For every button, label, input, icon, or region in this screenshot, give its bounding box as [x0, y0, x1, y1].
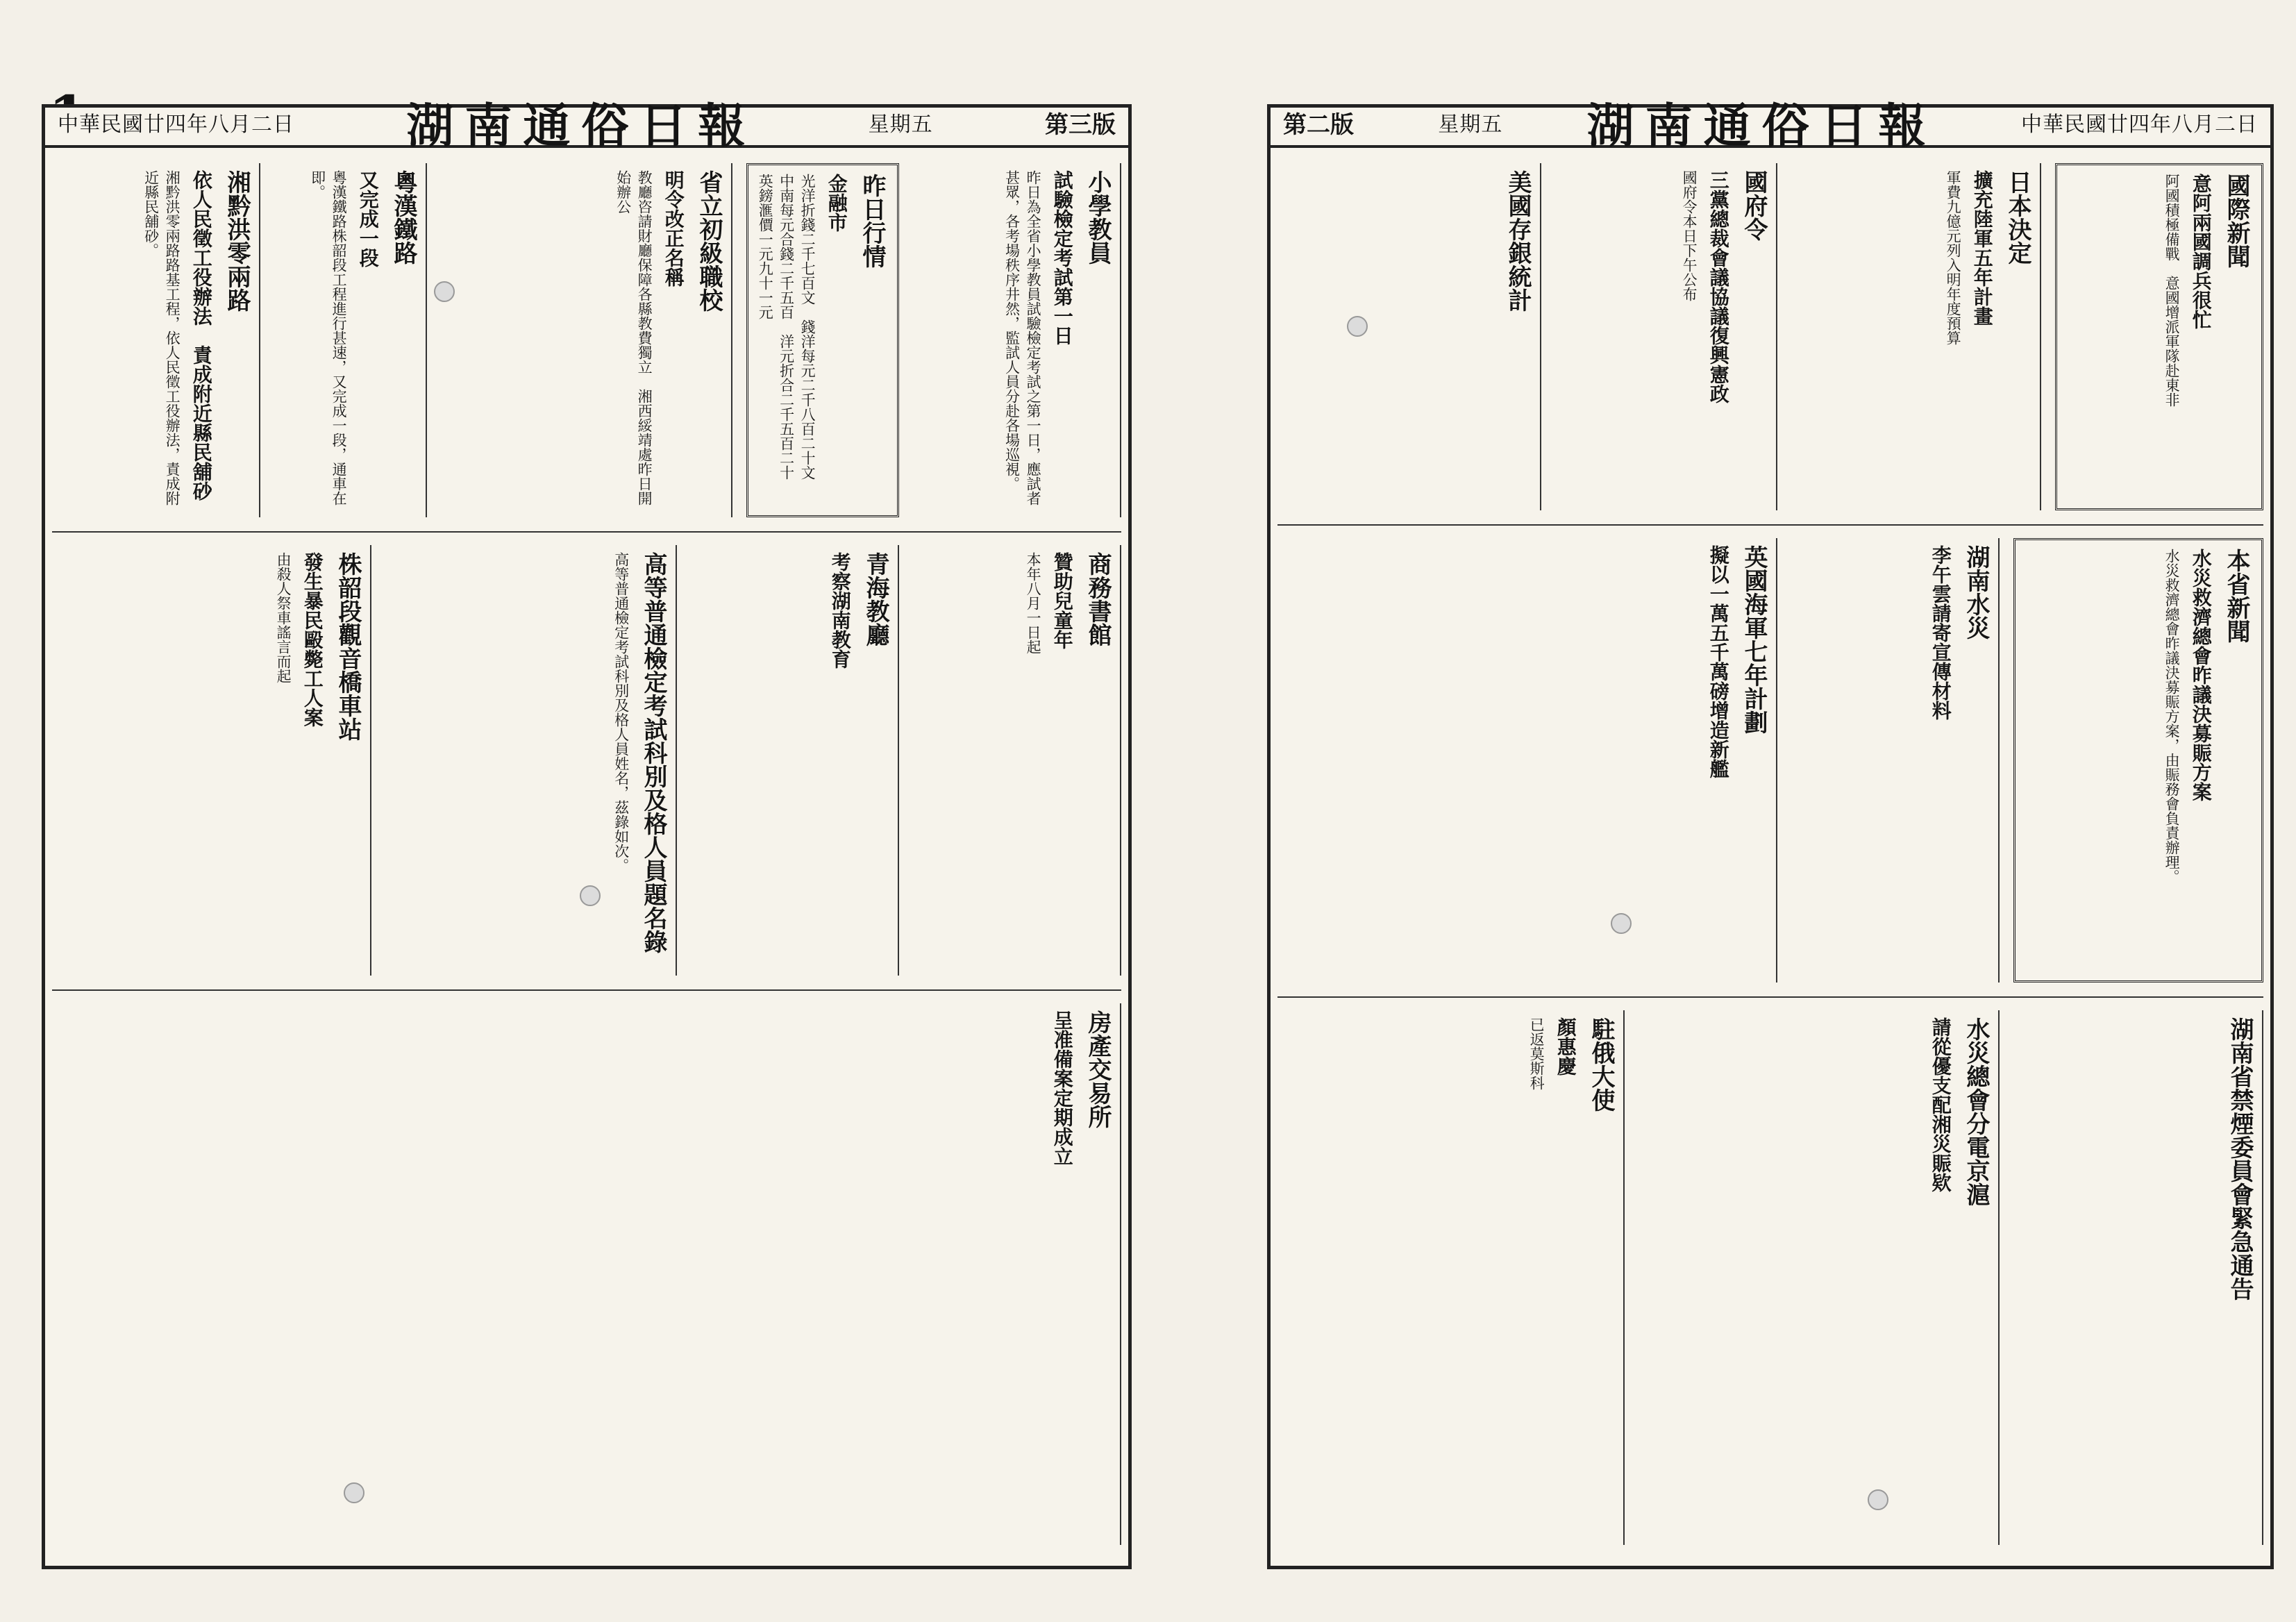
article-subtitle: 意阿兩國調兵很忙 [2189, 174, 2213, 329]
article-subtitle: 李午雲請寄宣傳材料 [1929, 545, 1952, 720]
right-page-weekday: 星期五 [1438, 112, 1503, 137]
left-page-masthead: 湖南通俗日報 [406, 98, 757, 154]
article-6 [1277, 538, 1777, 983]
left-page-date: 中華民國廿四年八月二日 [58, 112, 294, 137]
article-title: 粵漢鐵路 [389, 170, 417, 265]
article-1 [746, 163, 899, 517]
article-2 [1555, 163, 1777, 510]
article-5 [913, 545, 1121, 976]
right-page-edition: 第二版 [1283, 110, 1354, 139]
article-subtitle: 三黨總裁會議協議復興憲政 [1707, 170, 1730, 403]
right-page-date: 中華民國廿四年八月二日 [2021, 112, 2258, 137]
article-title: 本省新聞 [2222, 549, 2250, 643]
section-divider [52, 531, 1121, 533]
article-title: 國際新聞 [2222, 174, 2250, 268]
article-subtitle: 擬以一萬五千萬磅增造新艦 [1707, 545, 1730, 778]
article-body: 本年八月一日起 [1025, 552, 1042, 654]
article-subtitle: 請從優支配湘災賑欵 [1929, 1017, 1952, 1192]
article-subtitle: 發生暴民毆斃工人案 [301, 552, 324, 727]
left-page [42, 98, 1132, 1569]
pin-hole [1868, 1489, 1888, 1510]
article-6 [691, 545, 899, 976]
article-subtitle: 擴充陸軍五年計畫 [1970, 170, 1994, 326]
right-page-masthead: 湖南通俗日報 [1586, 98, 1937, 154]
article-3 [274, 163, 427, 517]
article-9 [52, 1003, 1121, 1545]
article-body: 國府令本日下午公布 [1681, 170, 1698, 301]
left-page-edition: 第三版 [1045, 110, 1116, 139]
article-5 [1791, 538, 2000, 983]
article-8 [1639, 1010, 2000, 1545]
article-title: 高等普通檢定考試科別及格人員題名錄 [639, 552, 667, 953]
article-body: 軍費九億元列入明年度預算 [1945, 170, 1962, 345]
right-page-header [1271, 98, 2270, 154]
article-body: 昨日為全省小學教員試驗檢定考試之第一日，應試者甚眾，各考場秩序井然，監試人員分赴各場巡視。 [1003, 170, 1042, 505]
article-title: 日本決定 [2004, 170, 2031, 265]
article-title: 英國海軍七年計劃 [1740, 545, 1768, 734]
left-page-header [45, 98, 1128, 154]
article-subtitle: 呈准備案定期成立 [1050, 1010, 1074, 1166]
article-title: 湖南省禁煙委員會緊急通告 [2226, 1017, 2254, 1301]
right-page-body [1271, 156, 2270, 1566]
article-body: 湘黔洪零兩路路基工程，依人民徵工役辦法，責成附近縣民舖砂。 [142, 170, 181, 505]
article-title: 湖南水災 [1962, 545, 1990, 639]
pin-hole [344, 1482, 364, 1503]
article-4 [2013, 538, 2263, 983]
article-7 [2013, 1010, 2263, 1545]
pin-hole [434, 281, 455, 302]
article-subtitle: 贊助兒童年 [1050, 552, 1074, 649]
article-body: 粵漢鐵路株韶段工程進行甚速，又完成一段，通車在即。 [309, 170, 348, 505]
left-page-weekday: 星期五 [868, 112, 933, 137]
article-body: 高等普通檢定考試科別及格人員姓名，茲錄如次。 [612, 552, 630, 873]
pin-hole [580, 885, 601, 906]
article-title: 省立初級職校 [695, 170, 723, 312]
article-body: 光洋折錢二千七百文 錢洋每元二千八百二十文 中南每元合錢二千五百 洋元折合二千五百二十 英鎊滙價一元九十一元 [757, 174, 816, 494]
pin-hole [1611, 913, 1632, 934]
article-title: 青海教廳 [862, 552, 889, 646]
article-subtitle: 顏惠慶 [1554, 1017, 1577, 1076]
article-title: 美國存銀統計 [1504, 170, 1532, 312]
article-body: 由殺人祭車謠言而起 [275, 552, 292, 683]
article-3 [1277, 163, 1541, 510]
article-subtitle: 又完成一段 [356, 170, 380, 267]
article-title: 水災總會分電京滬 [1962, 1017, 1990, 1206]
article-title: 駐俄大使 [1587, 1017, 1615, 1112]
article-title: 小學教員 [1084, 170, 1112, 265]
left-page-body [45, 156, 1128, 1566]
section-divider [52, 989, 1121, 991]
article-body: 已返莫斯科 [1528, 1017, 1545, 1090]
article-body: 教廳咨請財廳保障各縣教費獨立 湘西綏靖處昨日開始辦公 [614, 170, 653, 505]
article-title: 株韶段觀音橋車站 [334, 552, 362, 741]
article-0 [2055, 163, 2263, 510]
article-0 [913, 163, 1121, 517]
pin-hole [1347, 316, 1368, 337]
article-title: 商務書館 [1084, 552, 1112, 646]
article-title: 湘黔洪零兩路 [223, 170, 251, 312]
article-4 [52, 163, 260, 517]
article-title: 國府令 [1740, 170, 1768, 241]
article-2 [441, 163, 732, 517]
article-subtitle: 水災救濟總會昨議決募賑方案 [2189, 549, 2213, 801]
article-body: 水災救濟總會昨議決募賑方案，由賑務會負責辦理。 [2163, 549, 2181, 884]
article-8 [52, 545, 371, 976]
article-subtitle: 試驗檢定考試第一日 [1050, 170, 1074, 345]
section-divider [1277, 996, 2263, 998]
article-title: 房產交易所 [1084, 1010, 1112, 1128]
article-subtitle: 金融市 [825, 174, 848, 232]
article-body: 阿國積極備戰 意國增派軍隊赴東非 [2163, 174, 2181, 407]
section-divider [1277, 524, 2263, 526]
article-subtitle: 考察湖南教育 [828, 552, 852, 669]
article-subtitle: 明令改正名稱 [662, 170, 685, 287]
article-title: 昨日行情 [858, 174, 886, 268]
article-7 [385, 545, 677, 976]
right-page [1267, 98, 2274, 1569]
article-subtitle: 依人民徵工役辦法 責成附近縣民舖砂 [190, 170, 213, 501]
article-9 [1277, 1010, 1625, 1545]
article-1 [1791, 163, 2041, 510]
